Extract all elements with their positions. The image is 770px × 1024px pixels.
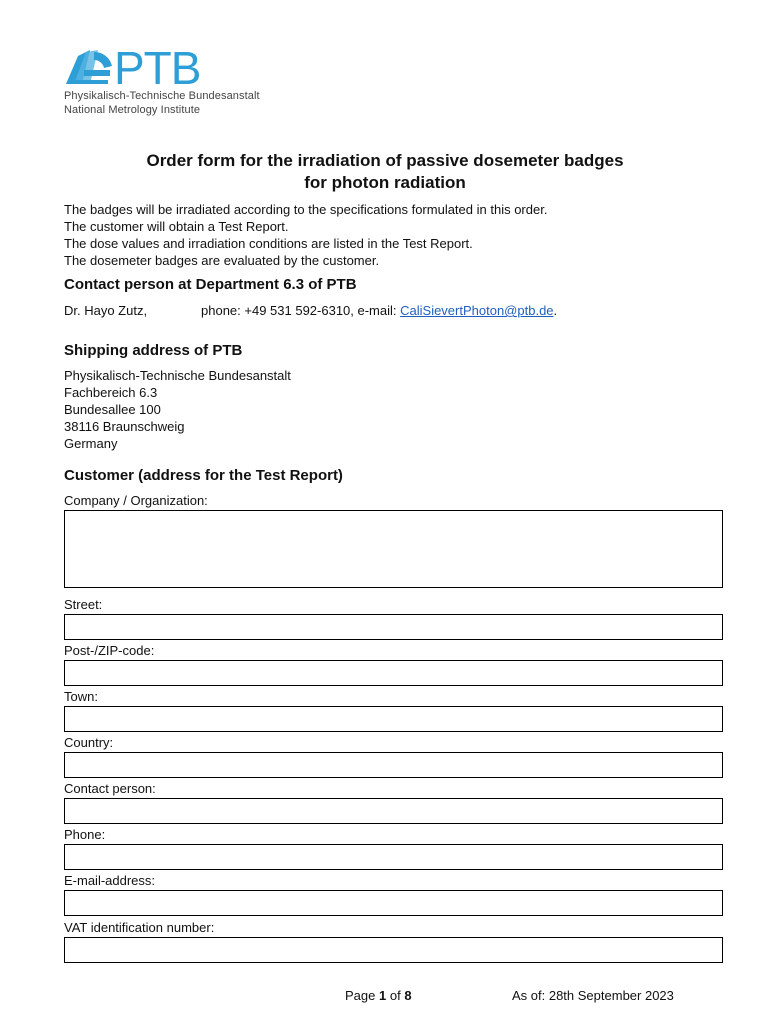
vat-field[interactable] (64, 937, 723, 963)
email-field[interactable] (64, 890, 723, 916)
address-line: Physikalisch-Technische Bundesanstalt (64, 368, 291, 383)
page-of: of (389, 988, 401, 1003)
intro-line: The customer will obtain a Test Report. (64, 219, 289, 234)
town-field[interactable] (64, 706, 723, 732)
contact-phone: phone: +49 531 592-6310, e-mail: (201, 303, 401, 318)
intro-line: The dose values and irradiation conditions are listed in the Test Report. (64, 236, 473, 251)
ptb-wordmark: PTB (114, 42, 201, 94)
company-label: Company / Organization: (64, 493, 208, 508)
address-line: 38116 Braunschweig (64, 419, 185, 434)
page-number (345, 988, 412, 1003)
intro-line: The badges will be irradiated according to the specifications formulated in this order. (64, 202, 548, 217)
contact-phone-email (201, 303, 557, 318)
contact-line (64, 303, 558, 318)
vat-label: VAT identification number: (64, 920, 215, 935)
town-label: Town: (64, 689, 98, 704)
intro-line: The dosemeter badges are evaluated by the customer. (64, 253, 380, 268)
street-label: Street: (64, 597, 103, 612)
address-line: Bundesallee 100 (64, 402, 161, 417)
title-line-1: Order form for the irradiation of passive dosemeter badges (146, 151, 624, 170)
as-of-date: As of: 28th September 2023 (512, 988, 674, 1003)
title-line-2: for photon radiation (304, 173, 466, 192)
address-line: Germany (64, 436, 118, 451)
street-field[interactable] (64, 614, 723, 640)
logo-institute-name: Physikalisch-Technische Bundesanstalt (64, 90, 260, 102)
contact-email-link[interactable]: CaliSievertPhoton@ptb.de (400, 303, 554, 318)
phone-label: Phone: (64, 827, 106, 842)
page-current: 1 (379, 988, 387, 1003)
contact-suffix: . (553, 303, 558, 318)
page-total: 8 (404, 988, 412, 1003)
ptb-logo-icon (64, 42, 201, 94)
shipping-address (64, 367, 291, 452)
country-label: Country: (64, 735, 114, 750)
contact-person-field[interactable] (64, 798, 723, 824)
address-line: Fachbereich 6.3 (64, 385, 158, 400)
logo-institute-subtitle: National Metrology Institute (64, 104, 201, 116)
ptb-logo (64, 40, 294, 120)
intro-paragraph (64, 201, 547, 269)
page-title (40, 150, 730, 194)
contact-name: Dr. Hayo Zutz, (64, 303, 148, 318)
email-label: E-mail-address: (64, 873, 156, 888)
company-field[interactable] (64, 510, 723, 588)
page-word: Page (345, 988, 376, 1003)
contact-person-label: Contact person: (64, 781, 156, 796)
phone-field[interactable] (64, 844, 723, 870)
shipping-heading: Shipping address of PTB (64, 342, 243, 359)
zip-field[interactable] (64, 660, 723, 686)
zip-label: Post-/ZIP-code: (64, 643, 155, 658)
country-field[interactable] (64, 752, 723, 778)
customer-heading: Customer (address for the Test Report) (64, 467, 343, 484)
contact-heading: Contact person at Department 6.3 of PTB (64, 276, 357, 293)
